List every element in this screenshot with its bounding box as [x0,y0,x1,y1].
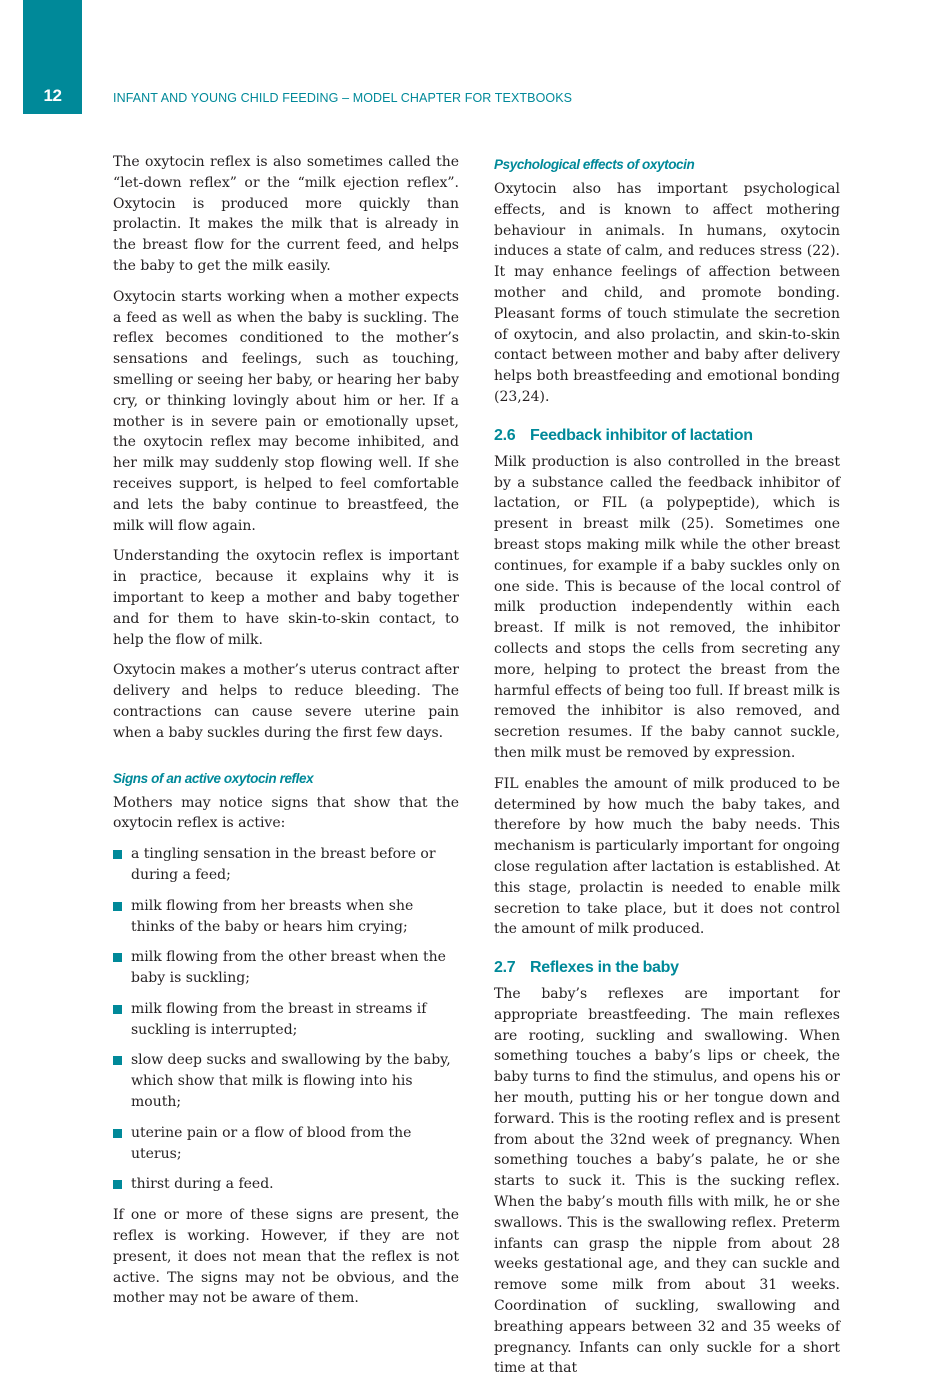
section-number: 2.7 [494,959,516,977]
page-number-tab [23,0,82,114]
square-bullet-icon [113,1129,122,1138]
page-number: 12 [43,86,62,105]
list-item: a tingling sensation in the breast before or during a feed; [113,844,459,886]
paragraph: Oxytocin also has important psychological effects, and is known to affect mothering behaviour in animals. In humans, oxytocin induces a state of calm, and reduces stress (22). It may enhance feelings of affection between mother and child, and promote bonding. Pleasant forms of touch stimulate the secretion of oxytocin, and also prolactin, and skin-to-skin contact between mother and baby after delivery helps both breastfeeding and emotional bonding (23,24). [494,181,840,405]
square-bullet-icon [113,850,122,859]
list-item: milk flowing from the other breast when the baby is suckling; [113,947,459,989]
section-heading-2-7 [494,958,840,978]
paragraph: If one or more of these signs are present, the reflex is working. However, if they are not present, it does not mean that the reflex is not active. The signs may not be obvious, and the mother may not be aware of them. [113,1207,459,1307]
signs-intro: Mothers may notice signs that show that the oxytocin reflex is active: [113,794,459,832]
list-item: slow deep sucks and swallowing by the baby, which show that milk is flowing into his mouth; [113,1050,459,1112]
section-title: Feedback inhibitor of lactation [530,426,753,444]
square-bullet-icon [113,902,122,911]
signs-list [113,844,459,1195]
right-column [494,156,840,1389]
square-bullet-icon [113,953,122,962]
square-bullet-icon [113,1180,122,1189]
list-item: milk flowing from the breast in streams if suckling is interrupted; [113,999,459,1041]
square-bullet-icon [113,1005,122,1014]
psych-heading: Psychological effects of oxytocin [494,157,695,172]
running-title: INFANT AND YOUNG CHILD FEEDING – MODEL CHAPTER FOR TEXTBOOKS [113,91,573,105]
paragraph: FIL enables the amount of milk produced to be determined by how much the baby takes, and therefore by how much the baby needs. This mechanism is particularly important for ongoing close regulation after lactation is established. At this stage, prolactin is needed to enable milk secretion to take place, but it does not control the amount of milk produced. [494,775,840,938]
paragraph: Oxytocin starts working when a mother expects a feed as well as when the baby is suckling. The reflex becomes conditioned to the mother’s sensations and feelings, such as touching, smelling or seeing her baby, or hearing her baby cry, or thinking lovingly about him or her. If a mother is in severe pain or emotionally upset, the oxytocin reflex may become inhibited, and her milk may suddenly stop flowing well. If she receives support, is helped to feel comfortable and lets the baby continue to breastfeed, the milk will flow again. [113,288,459,534]
section-heading-2-6 [494,426,840,446]
list-item: thirst during a feed. [113,1174,459,1195]
signs-heading: Signs of an active oxytocin reflex [113,770,314,786]
list-item: uterine pain or a flow of blood from the uterus; [113,1123,459,1165]
paragraph: Oxytocin makes a mother’s uterus contract after delivery and helps to reduce bleeding. The contractions can cause severe uterine pain when a baby suckles during the first few days. [113,662,459,741]
section-title: Reflexes in the baby [530,959,679,977]
paragraph: Milk production is also controlled in the breast by a substance called the feedback inhibitor of lactation, or FIL (a polypeptide), which is present in breast milk (25). Sometimes one breast stops making milk while the other breast continues, for example if a baby suckles only on one side. This is because of the local control of milk production independently within each breast. If milk is not removed, the inhibitor collects and stops the cells from secreting any more, helping to protect the breast from the harmful effects of being too full. If breast milk is removed the inhibitor is also removed, and secretion resumes. If the baby cannot suckle, then milk must be removed by expression. [494,453,840,761]
left-column [113,152,459,1319]
square-bullet-icon [113,1056,122,1065]
paragraph: The oxytocin reflex is also sometimes called the “let-down reflex” or the “milk ejection reflex”. Oxytocin is produced more quickly than prolactin. It makes the milk that is already in the breast flow for the current feed, and helps the baby to get the milk easily. [113,154,459,274]
paragraph: Understanding the oxytocin reflex is important in practice, because it explains why it is important to keep a mother and baby together and for them to have skin-to-skin contact, to help the flow of milk. [113,548,459,648]
list-item: milk flowing from her breasts when she thinks of the baby or hears him crying; [113,896,459,938]
section-number: 2.6 [494,426,516,444]
paragraph: The baby’s reflexes are important for appropriate breastfeeding. The main reflexes are rooting, suckling and swallowing. When something touches a baby’s lips or cheek, the baby turns to find the stimulus, and opens his or her mouth, putting his or her tongue down and forward. This is the rooting reflex and is present from about the 32nd week of pregnancy. When something touches a baby’s palate, he or she starts to suck it. This is the sucking reflex. When the baby’s mouth fills with milk, he or she swallows. This is the swallowing reflex. Preterm infants can grasp the nipple from about 28 weeks gestational age, and they can suckle and remove some milk from about 31 weeks. Coordination of suckling, swallowing and breathing appears between 32 and 35 weeks of pregnancy. Infants can only suckle for a short time at that [494,986,840,1377]
